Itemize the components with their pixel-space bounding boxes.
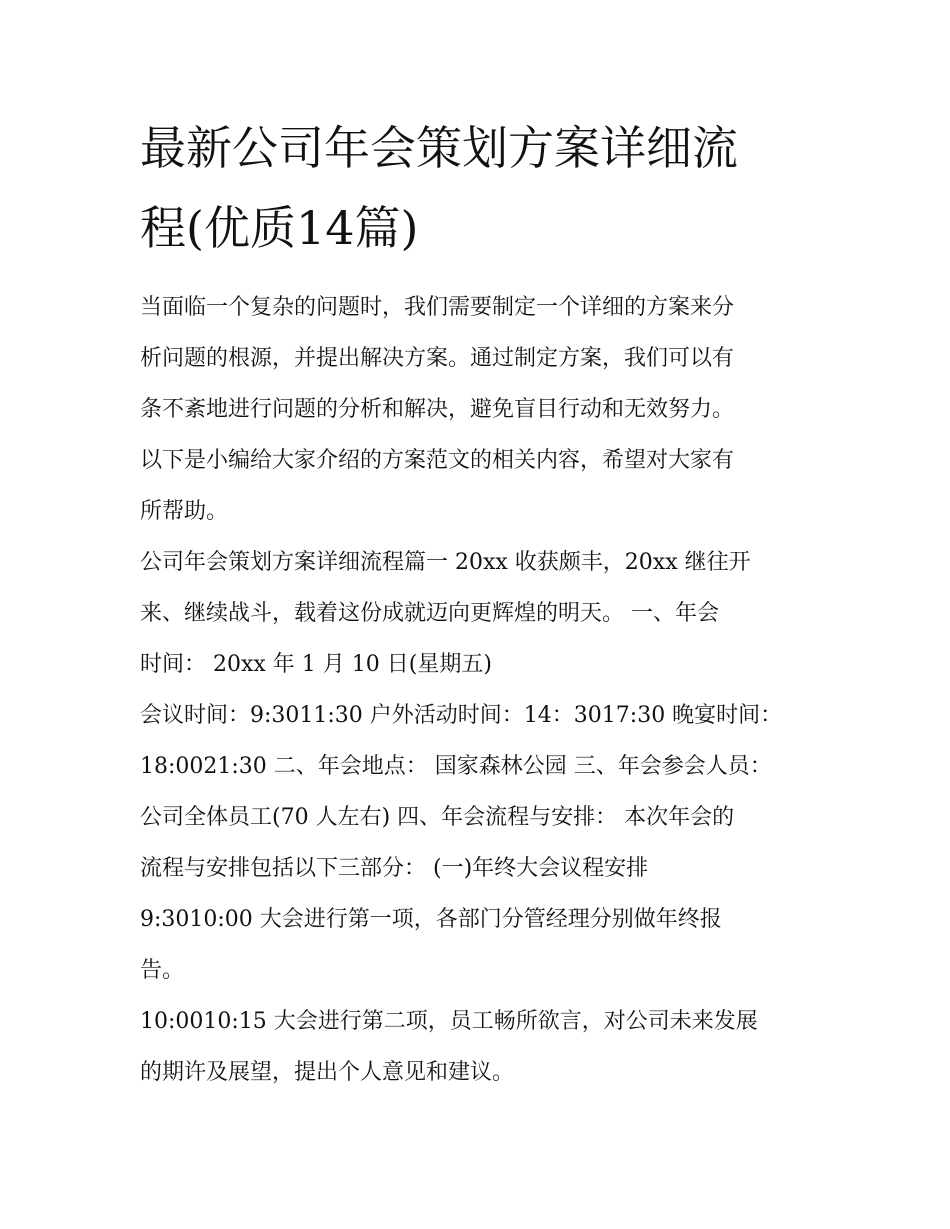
text-line: 当面临一个复杂的问题时，我们需要制定一个详细的方案来分 — [140, 295, 735, 320]
title-line: 程(优质14篇) — [140, 201, 419, 255]
paragraph-agenda-item-one — [140, 894, 820, 996]
text-line: 条不紊地进行问题的分析和解决，避免盲目行动和无效努力。 — [140, 397, 735, 422]
text-line: 以下是小编给大家介绍的方案范文的相关内容，希望对大家有 — [140, 448, 735, 473]
title-line: 最新公司年会策划方案详细流 — [140, 121, 738, 175]
document-body — [140, 282, 820, 1098]
text-line: 所帮助。 — [140, 499, 229, 524]
paragraph-agenda-item-two — [140, 996, 820, 1098]
text-line: 公司全体员工(70 人左右) 四、年会流程与安排： 本次年会的 — [140, 805, 735, 830]
text-line: 时间： 20xx 年 1 月 10 日(星期五) — [140, 652, 492, 677]
document-title — [140, 108, 820, 268]
text-line: 告。 — [140, 958, 185, 983]
text-line: 来、继续战斗，载着这份成就迈向更辉煌的明天。 一、年会 — [140, 601, 719, 626]
paragraph-intro — [140, 282, 820, 537]
text-line: 的期许及展望，提出个人意见和建议。 — [140, 1060, 515, 1085]
text-line: 流程与安排包括以下三部分： (一)年终大会议程安排 — [140, 856, 649, 881]
text-line: 10:0010:15 大会进行第二项，员工畅所欲言，对公司未来发展 — [140, 1009, 758, 1034]
text-line: 会议时间：9:3011:30 户外活动时间：14：3017:30 晚宴时间： — [140, 703, 783, 728]
paragraph-schedule — [140, 690, 820, 894]
text-line: 9:3010:00 大会进行第一项，各部门分管经理分别做年终报 — [140, 907, 722, 932]
text-line: 公司年会策划方案详细流程篇一 20xx 收获颇丰，20xx 继往开 — [140, 550, 751, 575]
text-line: 析问题的根源，并提出解决方案。通过制定方案，我们可以有 — [140, 346, 735, 371]
text-line: 18:0021:30 二、年会地点： 国家森林公园 三、年会参会人员： — [140, 754, 772, 779]
paragraph-section-one — [140, 537, 820, 690]
document-page — [140, 108, 820, 1098]
